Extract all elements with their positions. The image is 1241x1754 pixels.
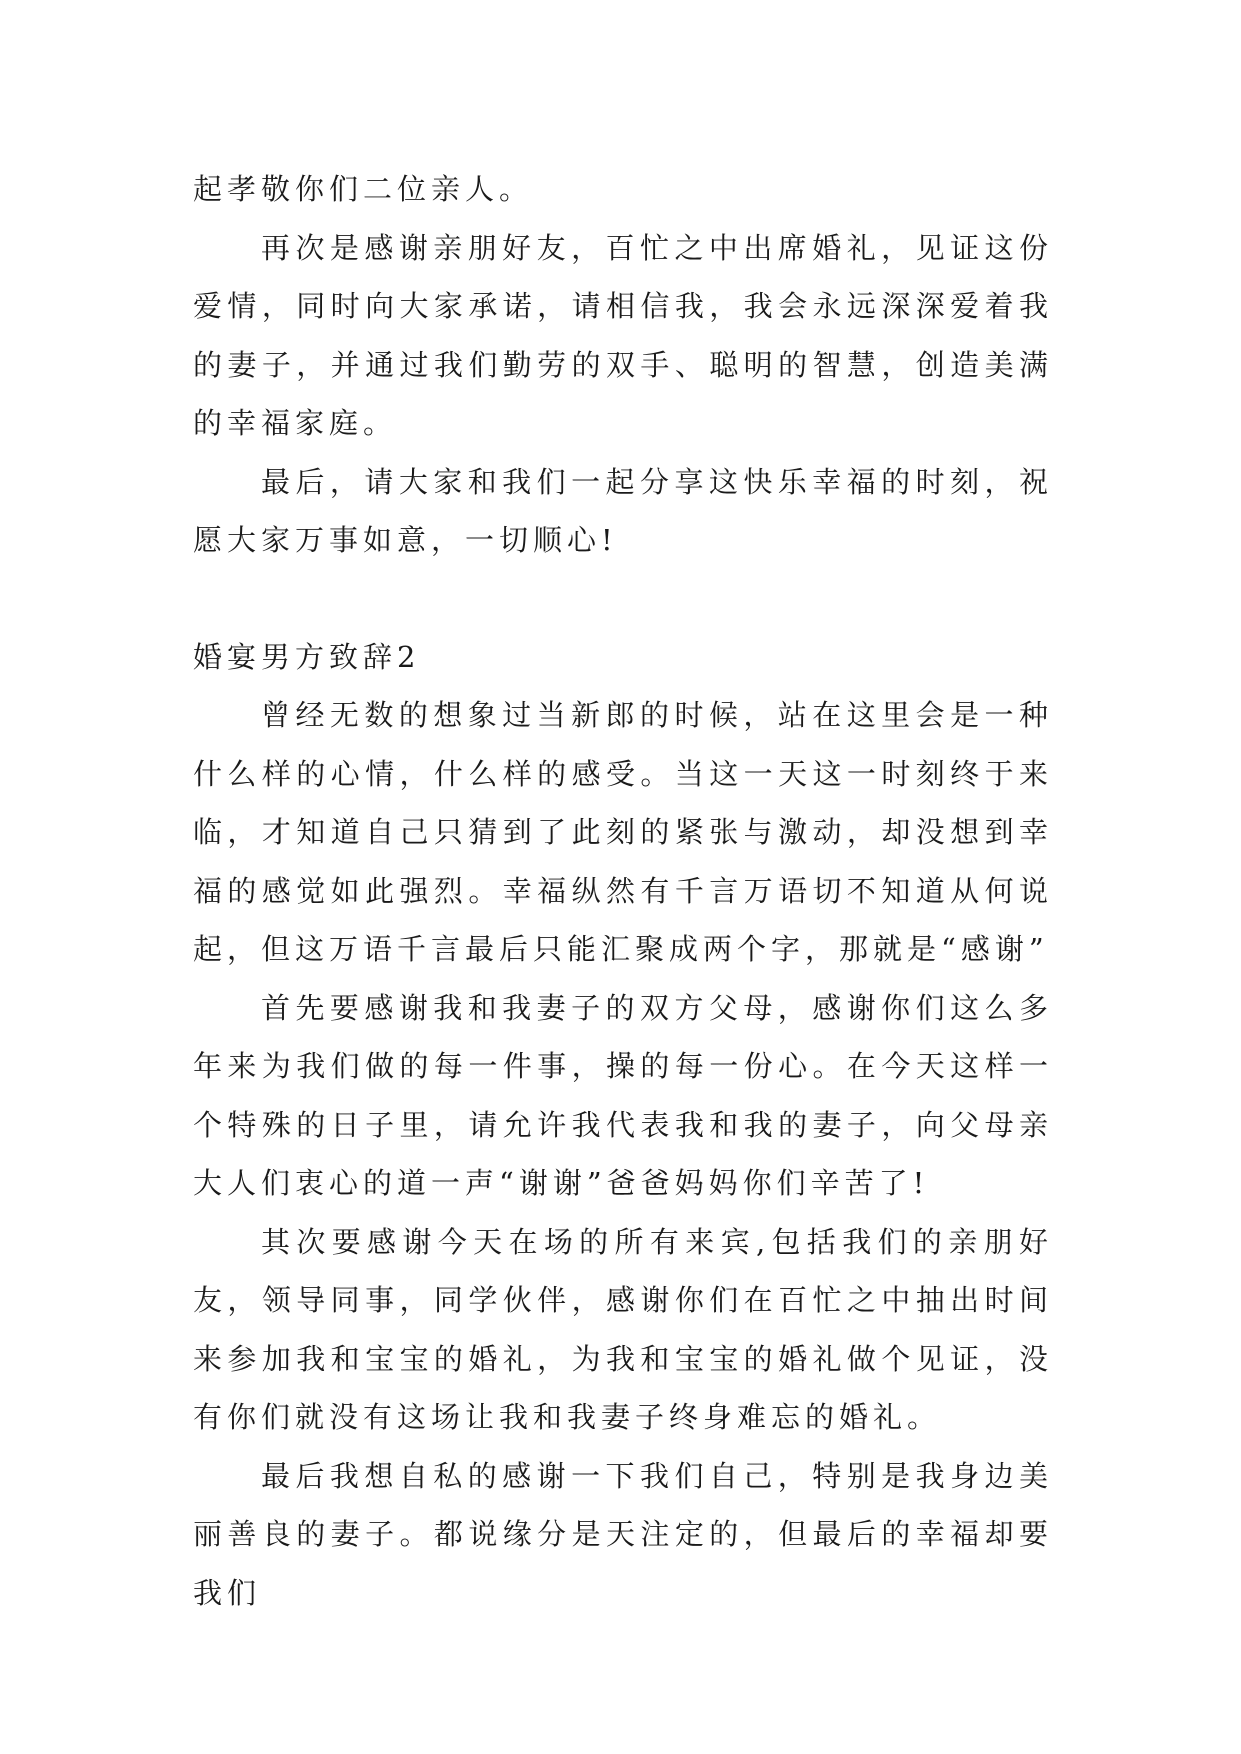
paragraph-thanks-friends: 再次是感谢亲朋好友，百忙之中出席婚礼，见证这份爱情，同时向大家承诺，请相信我，我会永远深深爱着我的妻子，并通过我们勤劳的双手、聪明的智慧，创造美满的幸福家庭。 xyxy=(193,230,1053,440)
continuation-line: 起孝敬你们二位亲人。 xyxy=(193,172,534,206)
section-title: 婚宴男方致辞2 xyxy=(193,639,421,674)
paragraph-thanks-parents: 首先要感谢我和我妻子的双方父母，感谢你们这么多年来为我们做的每一件事，操的每一份心。在今天这样一个特殊的日子里，请允许我代表我和我的妻子，向父母亲大人们衷心的道一声“谢谢”爸爸妈妈你们辛苦了! xyxy=(193,990,1053,1200)
document-body xyxy=(193,160,1053,1622)
paragraph-closing-wishes: 最后，请大家和我们一起分享这快乐幸福的时刻，祝愿大家万事如意，一切顺心! xyxy=(193,464,1053,557)
paragraph-thanks-guests: 其次要感谢今天在场的所有来宾,包括我们的亲朋好友，领导同事，同学伙伴，感谢你们在百忙之中抽出时间来参加我和宝宝的婚礼，为我和宝宝的婚礼做个见证，没有你们就没有这场让我和我妻子终身难忘的婚礼。 xyxy=(193,1224,1053,1434)
paragraph-groom-feelings: 曾经无数的想象过当新郎的时候，站在这里会是一种什么样的心情，什么样的感受。当这一天这一时刻终于来临，才知道自己只猜到了此刻的紧张与激动，却没想到幸福的感觉如此强烈。幸福纵然有千言万语切不知道从何说起，但这万语千言最后只能汇聚成两个字，那就是“感谢” xyxy=(193,698,1053,966)
paragraph-thanks-ourselves: 最后我想自私的感谢一下我们自己，特别是我身边美丽善良的妻子。都说缘分是天注定的，但最后的幸福却要我们 xyxy=(193,1458,1053,1610)
